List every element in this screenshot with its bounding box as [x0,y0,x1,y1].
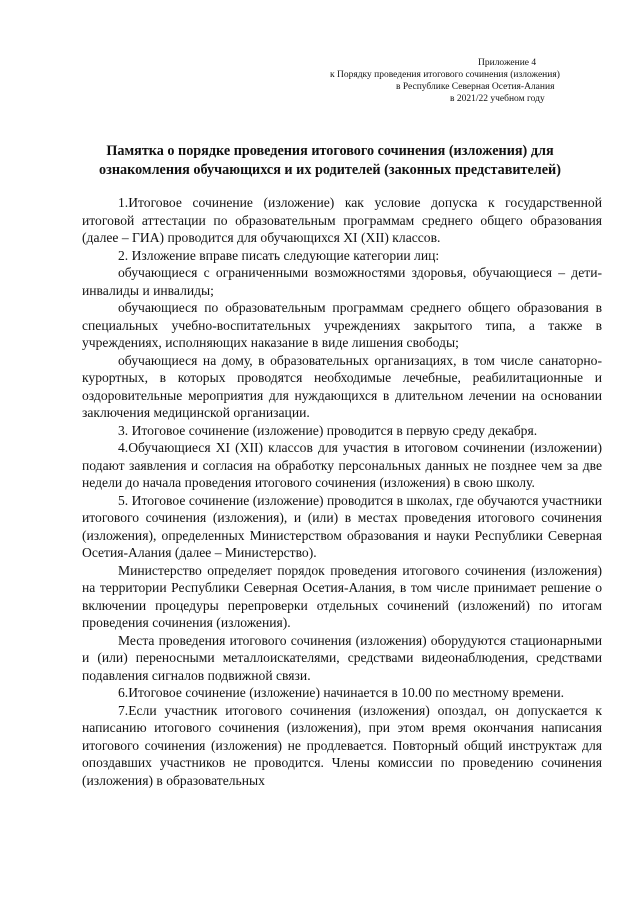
paragraph-2-item-2: обучающиеся по образовательным программам среднего общего образования в специальных учебно-воспитательных учреждениях закрытого типа, а также в учреждениях, исполняющих наказание в виде лишения свободы; [82,300,602,350]
paragraph-2-item-1: обучающиеся с ограниченными возможностями здоровья, обучающиеся – дети-инвалиды и инвалиды; [82,265,602,298]
document-body [82,194,602,789]
appendix-number: Приложение 4 [478,58,537,68]
paragraph-3: 3. Итоговое сочинение (изложение) проводится в первую среду декабря. [118,422,538,438]
paragraph-7: 7.Если участник итогового сочинения (изложения) опоздал, он допускается к написанию итогового сочинения (изложения), при этом время окончания написания итогового сочинения (изложения) не продлевается. Повторный общий инструктаж для опоздавших участников не проводится. Члены комиссии по проведению сочинения (изложения) в образовательных [82,702,602,788]
paragraph-2-item-3: обучающиеся на дому, в образовательных организациях, в том числе санаторно-курортных, в которых проводятся необходимые лечебные, реабилитационные и оздоровительные мероприятия для нуждающихся в длительном лечении на основании заключения медицинской организации. [82,352,602,420]
appendix-region: в Республике Северная Осетия-Алания [396,82,555,92]
paragraph-5-ministry: Министерство определяет порядок проведения итогового сочинения (изложения) на территории Республики Северная Осетия-Алания, в том числе принимает решение о включении процедуры перепроверки отдельных сочинений (изложений) по итогам проведения сочинения (изложения). [82,562,602,630]
title-line-1: Памятка о порядке проведения итогового сочинения (изложения) для [106,143,554,159]
paragraph-4: 4.Обучающиеся XI (XII) классов для участия в итоговом сочинении (изложении) подают заявления и согласия на обработку персональных данных не позднее чем за две недели до начала проведения итогового сочинения (изложения) в свою школу. [82,440,602,490]
paragraph-6: 6.Итоговое сочинение (изложение) начинается в 10.00 по местному времени. [118,685,565,700]
appendix-year: в 2021/22 учебном году [450,94,545,104]
title-line-2: ознакомления обучающихся и их родителей (законных представителей) [99,162,561,178]
paragraph-5: 5. Итоговое сочинение (изложение) проводится в школах, где обучаются участники итогового сочинения (изложения), и (или) в местах проведения итогового сочинения (изложения), определенных Министерством образования и науки Республики Северная Осетия-Алания (далее – Министерство). [82,492,602,560]
appendix-reference: к Порядку проведения итогового сочинения (изложения) [330,70,560,80]
paragraph-5-places: Места проведения итогового сочинения (изложения) оборудуются стационарными и (или) переносными металлоискателями, средствами видеонаблюдения, средствами подавления сигналов подвижной связи. [82,632,602,683]
paragraph-2: 2. Изложение вправе писать следующие категории лиц: [118,247,440,263]
paragraph-1: 1.Итоговое сочинение (изложение) как условие допуска к государственной итоговой аттестации по образовательным программам среднего общего образования (далее – ГИА) проводится для обучающихся XI (XII) классов. [82,195,602,245]
document-title [60,142,600,180]
appendix-header [330,57,620,105]
